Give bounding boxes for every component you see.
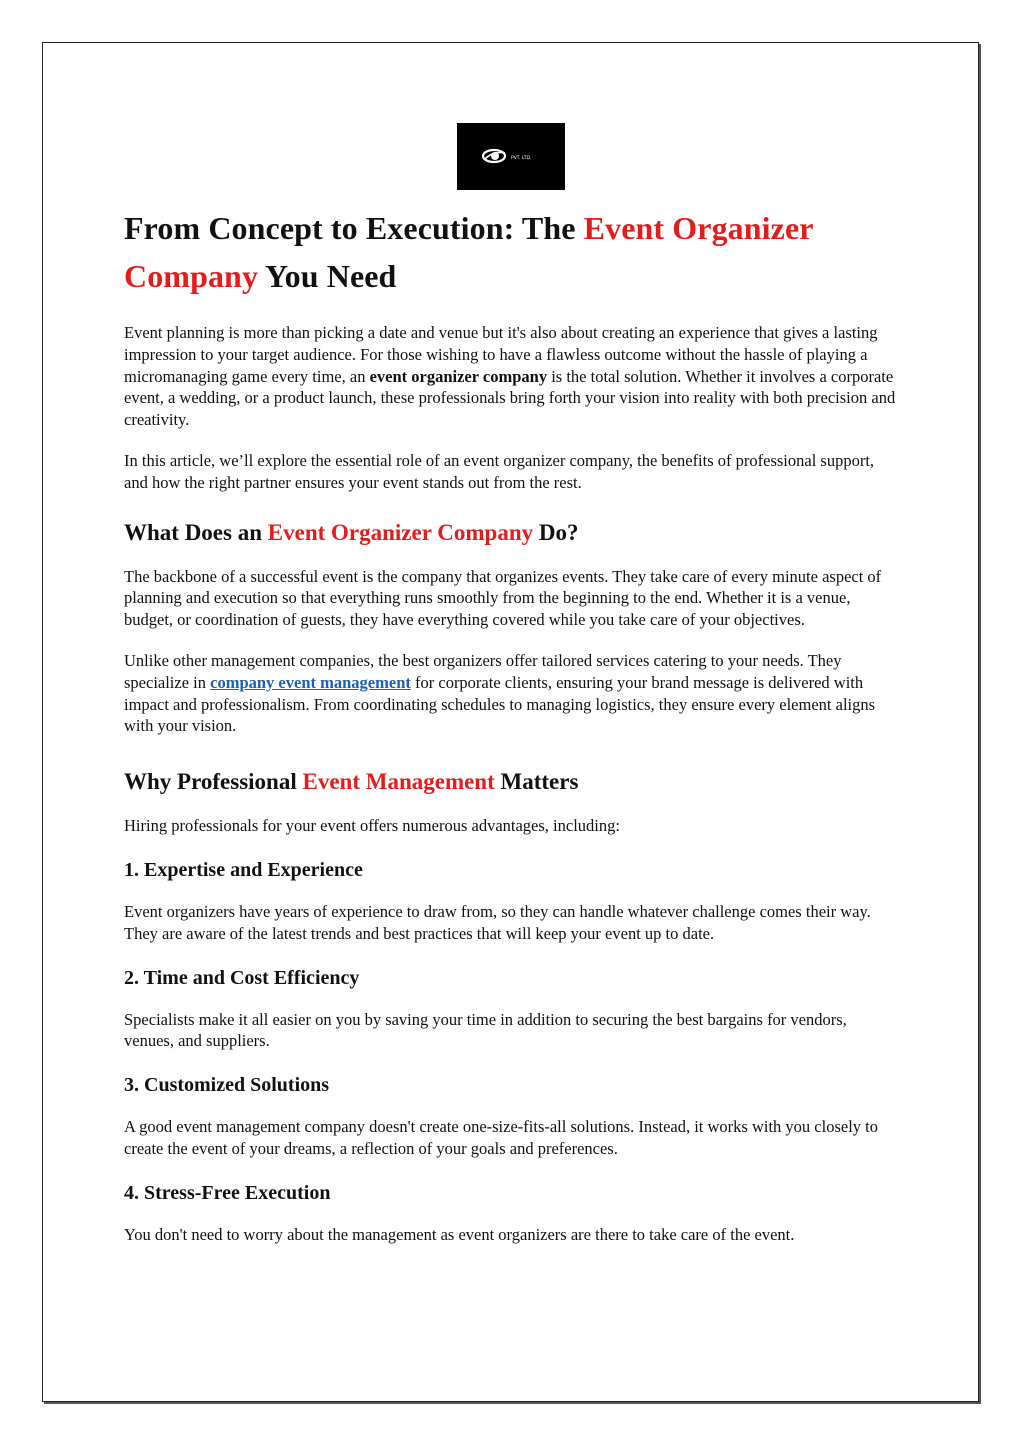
article [124,204,900,1265]
company-logo [457,123,565,190]
page-title [124,204,900,300]
item-heading-1: 1. Expertise and Experience [124,858,363,881]
item-text-2: Specialists make it all easier on you by saving your time in addition to securing the best bargains for vendors, venues, and suppliers. [124,1009,847,1051]
section-heading-why [124,767,900,797]
item-heading-3: 3. Customized Solutions [124,1074,330,1097]
section2-heading-a: Why Professional [124,769,303,795]
intro-paragraph-1 [124,322,900,431]
section1-paragraph-2 [124,650,900,737]
section1-p2-text-b: for corporate clients, ensuring your brand message is delivered with impact and professionalism. From coordinating schedules to managing logistics, they ensure every element aligns with your vision. [124,672,876,736]
item-heading-2: 2. Time and Cost Efficiency [124,966,360,989]
section2-heading-accent: Event Management [302,769,495,795]
section2-heading-b: Matters [494,769,579,795]
section-heading-what [124,518,900,548]
intro-text-b: is the total solution. Whether it involves a corporate event, a wedding, or a product launch, these professionals bring forth your vision into reality with both precision and creativity. [124,366,896,430]
title-part-1: From Concept to Execution: The [124,210,584,246]
item-text-4: You don't need to worry about the management as event organizers are there to take care of the event. [124,1224,795,1244]
item-text-1: Event organizers have years of experience to draw from, so they can handle whatever challenge comes their way. They are aware of the latest trends and best practices that will keep your event up to date. [124,901,871,943]
intro-paragraph-2: In this article, we’ll explore the essential role of an event organizer company, the benefits of professional support, and how the right partner ensures your event stands out from the rest. [124,450,875,492]
section1-heading-a: What Does an [124,519,268,545]
section2-intro: Hiring professionals for your event offers numerous advantages, including: [124,816,620,836]
item-heading-4: 4. Stress-Free Execution [124,1181,331,1204]
section1-heading-accent: Event Organizer Company [267,519,534,545]
logo-mark-icon [457,123,565,190]
section1-heading-b: Do? [533,519,579,545]
logo-text: PVT. LTD. [511,156,532,161]
section1-p2-text-a: Unlike other management companies, the best organizers offer tailored services catering to your needs. They specialize in [124,650,842,692]
intro-bold-keyword: event organizer company [369,366,548,386]
title-part-2: You Need [258,258,397,294]
title-accent: Event Organizer Company [124,210,813,294]
company-event-management-link[interactable]: company event management [210,672,411,692]
intro-text-a: Event planning is more than picking a date and venue but it's also about creating an experience that gives a lasting impression to your target audience. For those wishing to have a flawless outcome without the hassle of playing a micromanaging game every time, an [124,323,878,386]
section1-paragraph-1: The backbone of a successful event is the company that organizes events. They take care of every minute aspect of planning and execution so that everything runs smoothly from the beginning to the end. Whether it is a venue, budget, or coordination of guests, they have everything covered while you take care of your objectives. [124,566,882,630]
item-text-3: A good event management company doesn't create one-size-fits-all solutions. Instead, it works with you closely to create the event of your dreams, a reflection of your goals and preferences. [124,1117,878,1158]
